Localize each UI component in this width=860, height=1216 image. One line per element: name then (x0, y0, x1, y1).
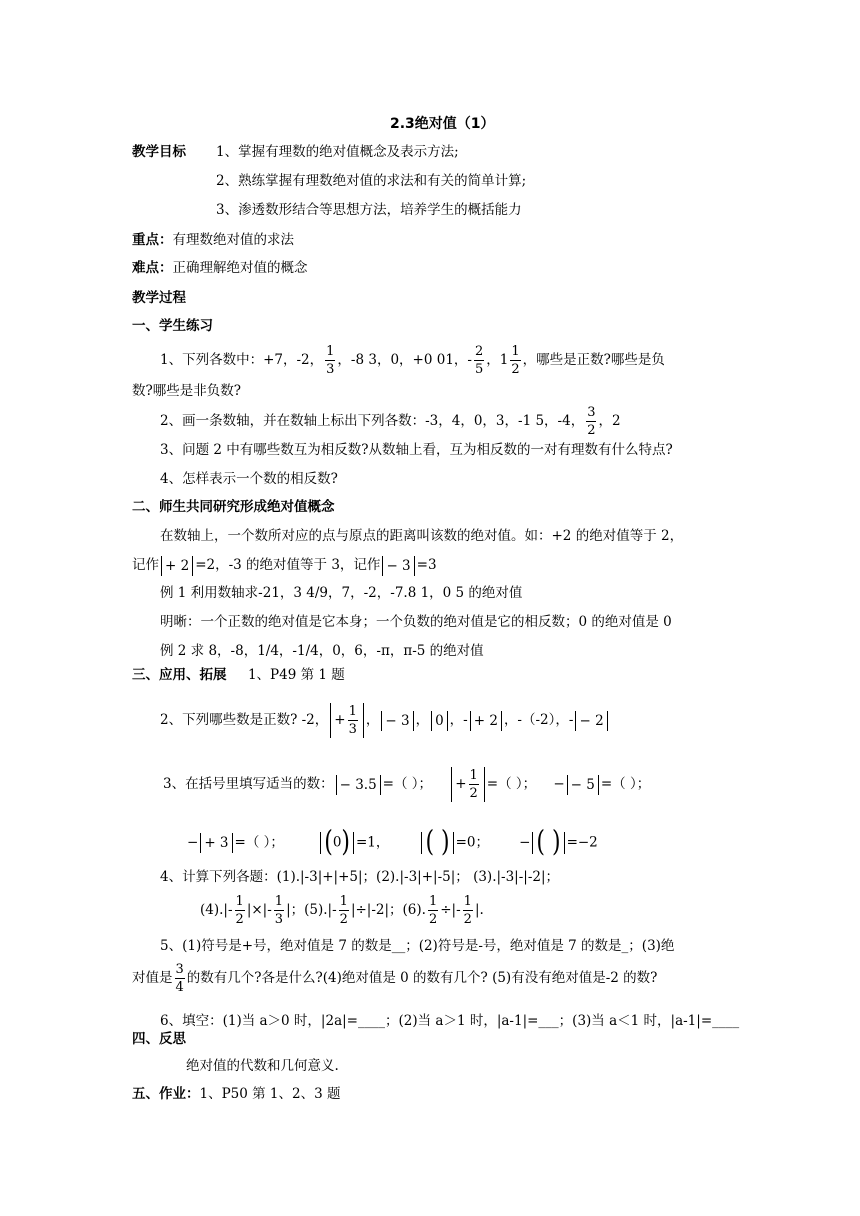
abs-value: 0 (431, 711, 448, 731)
numerator: 1 (326, 344, 335, 359)
numerator: 2 (474, 344, 484, 359)
section-5-heading: 五、作业： (132, 1086, 200, 1102)
s5-line (132, 1084, 341, 1104)
minus: − (519, 834, 531, 851)
denominator: 3 (274, 912, 284, 927)
s3-q2 (160, 698, 610, 742)
sep: ，- (449, 712, 468, 728)
section-2-heading: 二、师生共同研究形成绝对值概念 (132, 499, 335, 515)
numerator: 1 (339, 894, 348, 909)
s1-q3: 3、问题 2 中有哪些数互为相反数?从数轴上看，互为相反数的一对有理数有什么特点? (160, 442, 673, 458)
expr-part: |；(5).|- (286, 902, 337, 918)
fraction (428, 895, 438, 926)
sep: ， (415, 712, 430, 728)
expr-part: (4).|- (200, 902, 233, 918)
numerator: 1 (348, 704, 357, 719)
denominator: 3 (326, 362, 335, 377)
s3-q1: 1、P49 第 1 题 (247, 667, 345, 683)
abs-value: − 2 (575, 711, 607, 731)
denominator: 2 (235, 912, 244, 927)
paren-box: ( ) (536, 826, 561, 859)
example-2: 例 2 求 8，-8，1/4，-1/4，0，6，-π，π-5 的绝对值 (160, 643, 484, 659)
sep: ，-（-2），- (503, 712, 574, 728)
minus: − (187, 834, 199, 851)
eq: =（ ）； (600, 776, 651, 792)
sep: ， (365, 712, 380, 728)
paren-box: ( (324, 826, 333, 859)
abs-value: + 2 (470, 711, 502, 731)
fraction (463, 895, 473, 926)
s3-line (132, 665, 345, 685)
sign: + (334, 711, 346, 728)
abs-value: + 3 (200, 833, 232, 853)
fraction (175, 963, 185, 994)
fraction (586, 406, 596, 436)
eq: =1， (356, 834, 390, 851)
fraction (474, 345, 484, 376)
abs-value: − 3 (381, 711, 413, 731)
difficulty-label: 难点： (132, 260, 173, 276)
eq: =（ ）； (234, 834, 284, 851)
section-1-heading: 一、学生练习 (132, 318, 213, 334)
denominator: 5 (474, 362, 484, 377)
fraction (510, 345, 520, 376)
expr-part: 的数有几个?各是什么?(4)绝对值是 0 的数有几个? (5)有没有绝对值是-2 的数? (186, 970, 658, 986)
doc-title: 2.3绝对值（1） (390, 116, 495, 132)
goals-label: 教学目标 (132, 144, 186, 160)
goal-item-1: 1、掌握有理数的绝对值概念及表示方法; (216, 144, 459, 160)
denominator: 2 (428, 912, 438, 927)
denominator: 4 (175, 980, 184, 995)
abs-value: − 5 (567, 775, 599, 795)
s3-q2-prefix: 2、下列哪些数是正数? -2， (160, 712, 329, 728)
s1-q1-cont: 数?哪些是非负数? (132, 383, 241, 399)
s2-p2a: 记作 (132, 557, 159, 573)
numerator: 3 (175, 962, 184, 977)
paren-box: ) (341, 826, 350, 859)
eq: =（ ）； (382, 776, 433, 792)
abs-value: + 2 (161, 556, 193, 576)
section-3-heading: 三、应用、拓展 (132, 667, 227, 683)
s1-q1-prefix: 1、下列各数中：+7，-2， (160, 352, 324, 368)
numerator: 1 (428, 894, 438, 909)
expr-part: 对值是 (132, 970, 173, 986)
denominator: 2 (339, 912, 348, 927)
expr-part: |. (474, 902, 484, 918)
s1-q1-tail: ，哪些是正数?哪些是负 (522, 352, 665, 368)
abs-value (421, 826, 453, 859)
denominator: 2 (463, 912, 472, 927)
abs-value (320, 826, 354, 859)
s5-text: 1、P50 第 1、2、3 题 (199, 1086, 341, 1102)
section-4-heading: 四、反思 (132, 1031, 186, 1047)
key-point (132, 230, 294, 250)
s1-q4: 4、怎样表示一个数的相反数? (160, 471, 338, 487)
minus: − (553, 776, 565, 792)
eq: =（ ）； (486, 776, 537, 792)
goal-item-2: 2、熟练掌握有理数绝对值的求法和有关的简单计算; (216, 173, 527, 189)
denominator: 2 (511, 362, 520, 377)
process-heading: 教学过程 (132, 290, 186, 306)
s3-q4-line2 (200, 890, 484, 930)
s1-q1-mid2: ，1 (486, 352, 509, 368)
s4-text: 绝对值的代数和几何意义. (186, 1058, 339, 1074)
denominator: 2 (469, 786, 478, 801)
s2-p2b: =2，-3 的绝对值等于 3，记作 (195, 557, 381, 573)
fraction (325, 345, 335, 376)
s3-q5-line2 (132, 957, 657, 999)
fraction (235, 895, 245, 926)
abs-value (451, 767, 485, 802)
fraction (274, 895, 284, 926)
s2-p2c: =3 (416, 557, 437, 573)
s1-q2 (160, 400, 621, 436)
goal-item-3: 3、渗透数形结合等思想方法，培养学生的概括能力 (216, 202, 522, 218)
numerator: 1 (511, 344, 520, 359)
s2-p2 (132, 555, 437, 576)
s3-q3-prefix: 3、在括号里填写适当的数： (163, 776, 334, 792)
key-point-text: 有理数绝对值的求法 (172, 232, 294, 248)
key-point-label: 重点： (132, 232, 173, 248)
value: 0 (332, 834, 342, 851)
clarification: 明晰：一个正数的绝对值是它本身；一个负数的绝对值是它的相反数；0 的绝对值是 0 (160, 614, 672, 630)
s1-q1-mid1: ，-8 3，0，+0 01，- (337, 352, 472, 368)
s3-q5-line1: 5、(1)符号是+号，绝对值是 7 的数是__；(2)符号是-号，绝对值是 7 的数是_；(3)绝 (160, 938, 675, 954)
s3-q3b (187, 826, 598, 859)
s2-p1: 在数轴上，一个数所对应的点与原点的距离叫该数的绝对值。如：+2 的绝对值等于 2， (160, 528, 684, 544)
abs-value (330, 703, 364, 738)
numerator: 3 (587, 405, 596, 420)
s3-q4-line1: 4、计算下列各题：(1).|-3|+|+5|；(2).|-3|+|-5|； (3).|-3|-|-2|； (160, 869, 560, 885)
s3-q6: 6、填空：(1)当 a＞0 时，|2a|=____；(2)当 a＞1 时，|a-1|=___；(3)当 a＜1 时，|a-1|=____ (160, 1013, 740, 1029)
fraction (469, 769, 479, 800)
expr-part: |÷|-2|；(6). (350, 902, 426, 918)
sign: + (455, 775, 467, 792)
difficulty-text: 正确理解绝对值的概念 (172, 260, 308, 276)
numerator: 1 (469, 768, 478, 783)
paren-box: ( ) (425, 826, 450, 859)
example-1: 例 1 利用数轴求-21，3 4/9，7，-2，-7.8 1，0 5 的绝对值 (160, 585, 523, 601)
eq: =−2 (566, 834, 598, 851)
fraction (339, 895, 349, 926)
expr-part: |×|- (246, 902, 272, 918)
abs-value (532, 826, 564, 859)
numerator: 1 (235, 894, 244, 909)
s1-q2-prefix: 2、画一条数轴，并在数轴上标出下列各数：-3，4，0，3，-1 5，-4， (160, 413, 585, 429)
numerator: 1 (274, 894, 284, 909)
s1-q1 (160, 339, 665, 381)
abs-value: − 3.5 (336, 775, 381, 795)
s1-q2-tail: ，2 (598, 413, 621, 429)
s3-q3 (163, 762, 650, 806)
numerator: 1 (463, 894, 472, 909)
denominator: 2 (587, 423, 596, 436)
abs-value: − 3 (382, 556, 414, 576)
denominator: 3 (348, 722, 357, 737)
difficulty (132, 258, 308, 278)
eq: =0； (455, 834, 490, 851)
expr-part: ÷|- (440, 902, 461, 918)
fraction (348, 705, 358, 736)
